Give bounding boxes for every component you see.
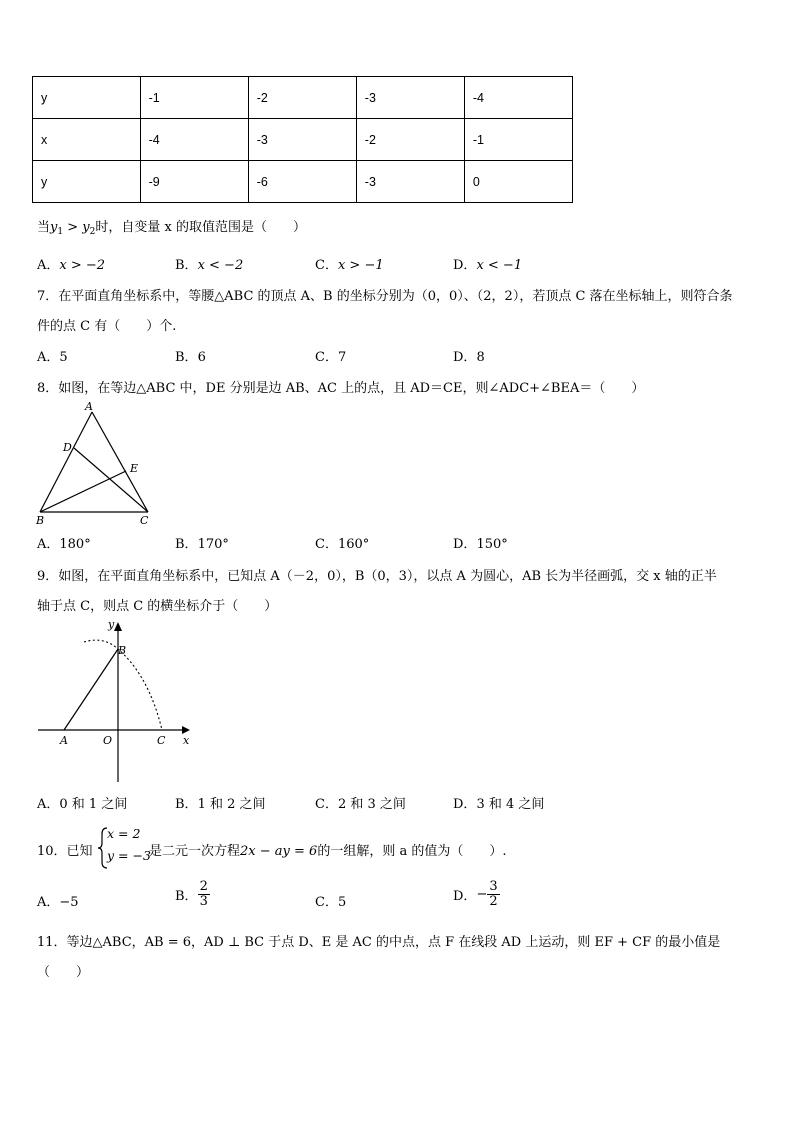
q8-triangle-figure <box>30 398 165 528</box>
label-e: E <box>130 462 139 475</box>
table-cell: -1 <box>140 77 248 119</box>
option-letter: B． <box>175 797 198 812</box>
q6-y2-sub: 2 <box>89 227 96 237</box>
denominator: 3 <box>199 894 208 909</box>
q10-prefix: 10．已知 <box>37 844 93 859</box>
q10-equation-1: x = 2 <box>107 826 141 841</box>
option-text: 150° <box>476 537 508 552</box>
option-text: 0 和 1 之间 <box>59 797 128 812</box>
table-cell: -6 <box>248 161 356 203</box>
table-cell: -2 <box>356 119 464 161</box>
label-a: A <box>60 734 68 747</box>
option-letter: C． <box>315 797 338 812</box>
option-letter: A． <box>37 537 60 552</box>
table-cell: -3 <box>356 77 464 119</box>
q10-middle-text: 是二元一次方程 <box>149 844 241 859</box>
q7-stem-line1: 7．在平面直角坐标系中，等腰△ABC 的顶点 A、B 的坐标分别为（0，0）、（2，2），若顶点 C 落在坐标轴上，则符合条 <box>37 289 733 304</box>
q6-stem-suffix: 时，自变量 x 的取值范围是（ ） <box>95 220 306 235</box>
option-letter: A． <box>37 350 60 365</box>
option-sign: − <box>476 887 488 902</box>
q6-option-b[interactable] <box>175 254 243 273</box>
option-letter: D． <box>453 350 477 365</box>
label-c: C <box>140 514 149 527</box>
segment-ab <box>64 649 118 730</box>
option-letter: B． <box>175 889 198 904</box>
label-b: B <box>118 644 127 657</box>
q11-stem-line1: 11．等边△ABC，AB = 6，AD ⊥ BC 于点 D、E 是 AC 的中点，点 F 在线段 AD 上运动，则 EF + CF 的最小值是 <box>37 935 721 950</box>
table-cell: -2 <box>248 77 356 119</box>
q10-stem-rest <box>149 840 506 859</box>
table-row <box>33 161 573 203</box>
q10-suffix-text: 的一组解，则 a 的值为（ ）. <box>317 844 507 859</box>
q6-stem-prefix: 当 <box>37 220 51 235</box>
table-cell: x <box>33 119 141 161</box>
side-ac <box>92 412 148 512</box>
q9-option-a[interactable] <box>37 793 127 812</box>
option-letter: D． <box>453 258 477 273</box>
q6-y1-sub: 1 <box>57 227 64 237</box>
q7-option-c[interactable] <box>315 346 346 365</box>
table-cell: y <box>33 161 141 203</box>
option-text: x < −2 <box>197 258 244 273</box>
q11-stem-line2: （ ） <box>37 965 90 980</box>
q6-y1: y <box>50 220 58 235</box>
q9-stem-line2: 轴于点 C，则点 C 的横坐标介于（ ） <box>37 599 278 614</box>
table-cell: -4 <box>140 119 248 161</box>
q6-gt: > <box>63 220 83 235</box>
label-o: O <box>103 734 113 747</box>
option-letter: B． <box>175 258 198 273</box>
table-row <box>33 77 573 119</box>
q8-option-a[interactable] <box>37 533 91 552</box>
option-text: 160° <box>337 537 370 552</box>
q7-option-d[interactable] <box>453 346 485 365</box>
q10-equation: 2x − ay = 6 <box>240 844 318 859</box>
q8-option-b[interactable] <box>175 533 229 552</box>
q10-option-c[interactable] <box>315 891 346 910</box>
option-text: 2 和 3 之间 <box>337 797 406 812</box>
x-axis-arrow <box>182 726 190 734</box>
table-cell: -9 <box>140 161 248 203</box>
option-text: 170° <box>197 537 229 552</box>
y-axis-arrow <box>114 622 122 631</box>
option-text: 1 和 2 之间 <box>197 797 266 812</box>
label-y: y <box>108 618 115 631</box>
q8-option-d[interactable] <box>453 533 508 552</box>
q6-stem <box>37 216 306 237</box>
table-cell: -4 <box>464 77 572 119</box>
option-letter: C． <box>315 537 338 552</box>
option-text: x < −1 <box>476 258 523 273</box>
option-letter: B． <box>175 350 198 365</box>
q8-stem: 8．如图，在等边△ABC 中，DE 分别是边 AB、AC 上的点，且 AD＝CE，则∠ADC+∠BEA＝（ ） <box>37 381 645 396</box>
option-text: 7 <box>337 350 347 365</box>
label-a: A <box>85 400 93 413</box>
option-text: 5 <box>337 895 347 910</box>
q9-stem-line1: 9．如图，在平面直角坐标系中，已知点 A（－2，0），B（0，3），以点 A 为圆心，AB 长为半径画弧，交 x 轴的正半 <box>37 569 717 584</box>
table-cell: 0 <box>464 161 572 203</box>
q8-option-c[interactable] <box>315 533 369 552</box>
q7-option-a[interactable] <box>37 346 68 365</box>
segment-be <box>40 471 126 512</box>
option-text: 6 <box>197 350 206 365</box>
option-letter: D． <box>453 889 477 904</box>
label-c: C <box>157 734 166 747</box>
numerator: 2 <box>199 879 208 894</box>
table-row <box>33 119 573 161</box>
option-text: 3 和 4 之间 <box>476 797 545 812</box>
table-cell: y <box>33 77 141 119</box>
fraction <box>487 880 499 909</box>
label-d: D <box>63 441 72 454</box>
option-text: 180° <box>59 537 91 552</box>
label-b: B <box>36 514 45 527</box>
q10-option-a[interactable] <box>37 891 79 910</box>
segment-dc <box>74 448 148 512</box>
option-text: −5 <box>59 895 79 910</box>
q6-option-a[interactable] <box>37 254 105 273</box>
q6-option-c[interactable] <box>315 254 384 273</box>
option-text: 5 <box>59 350 68 365</box>
option-text: 8 <box>476 350 485 365</box>
option-letter: A． <box>37 797 60 812</box>
q7-stem-line2: 件的点 C 有（ ）个. <box>37 319 177 334</box>
option-letter: D． <box>453 537 477 552</box>
option-letter: A． <box>37 895 60 910</box>
q9-option-d[interactable] <box>453 793 544 812</box>
option-letter: D． <box>453 797 477 812</box>
option-letter: A． <box>37 258 60 273</box>
table-cell: -3 <box>356 161 464 203</box>
q6-y2: y <box>82 220 90 235</box>
option-text: x > −1 <box>337 258 384 273</box>
option-letter: B． <box>175 537 198 552</box>
q10-option-d[interactable] <box>453 880 500 909</box>
option-letter: C． <box>315 350 338 365</box>
side-ab <box>40 412 92 512</box>
denominator: 2 <box>489 894 498 909</box>
numerator: 3 <box>489 879 498 894</box>
q9-option-c[interactable] <box>315 793 406 812</box>
q7-option-b[interactable] <box>175 346 206 365</box>
option-letter: C． <box>315 895 338 910</box>
fraction <box>198 880 210 909</box>
label-x: x <box>183 734 190 747</box>
q10-equation-2: y = −3 <box>107 848 151 863</box>
option-letter: C． <box>315 258 338 273</box>
q9-option-b[interactable] <box>175 793 266 812</box>
values-table <box>32 76 573 203</box>
table-cell: -1 <box>464 119 572 161</box>
option-text: x > −2 <box>59 258 106 273</box>
table-cell: -3 <box>248 119 356 161</box>
q9-coordinate-figure <box>34 614 199 786</box>
q6-option-d[interactable] <box>453 254 522 273</box>
q10-option-b[interactable] <box>175 880 210 909</box>
